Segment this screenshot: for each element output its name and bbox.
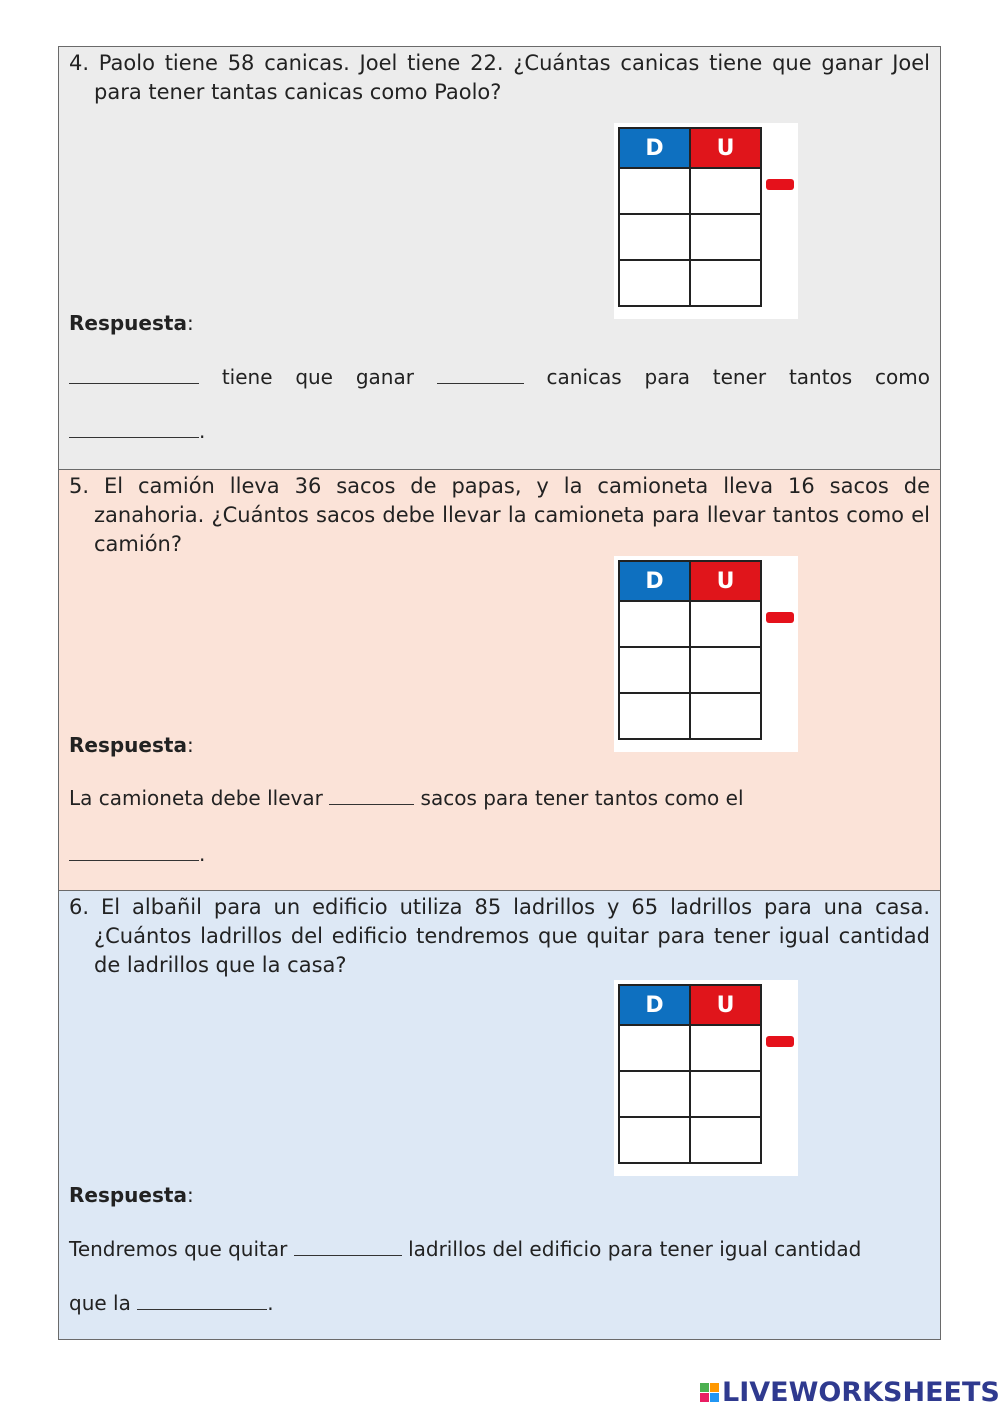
grid-cell[interactable] xyxy=(619,647,690,693)
answer-blank[interactable] xyxy=(137,1291,267,1310)
grid-cell[interactable] xyxy=(690,168,761,214)
word: tener xyxy=(712,365,767,389)
subtraction-grid xyxy=(618,127,762,307)
grid-cell[interactable] xyxy=(619,693,690,739)
grid-cell[interactable] xyxy=(690,1117,761,1163)
answer-sentence-line1: La camioneta debe llevar sacos para tener tantos como el xyxy=(69,786,744,810)
place-value-table xyxy=(614,980,798,1176)
logo-text: LIVEWORKSHEETS xyxy=(722,1376,1000,1408)
question-text: 5. El camión lleva 36 sacos de papas, y la camioneta lleva 16 sacos de zanahoria. ¿Cuántos sacos debe llevar la camioneta para llevar tantos como el camión? xyxy=(69,474,930,556)
units-header: U xyxy=(690,128,761,168)
word: que xyxy=(295,365,333,389)
word: tiene xyxy=(221,365,273,389)
answer-sentence-line2: . xyxy=(69,842,930,866)
minus-sign-icon xyxy=(766,1036,794,1047)
place-value-table xyxy=(614,123,798,319)
units-header: U xyxy=(690,985,761,1025)
word: para xyxy=(644,365,690,389)
problem-5 xyxy=(59,469,940,890)
place-value-table xyxy=(614,556,798,752)
subtraction-grid xyxy=(618,560,762,740)
tens-header: D xyxy=(619,561,690,601)
units-header: U xyxy=(690,561,761,601)
answer-label: Respuesta: xyxy=(69,1183,194,1207)
answer-sentence-line1 xyxy=(69,365,930,389)
grid-cell[interactable] xyxy=(690,214,761,260)
logo-square xyxy=(710,1383,719,1392)
grid-cell[interactable] xyxy=(690,1025,761,1071)
grid-cell[interactable] xyxy=(690,647,761,693)
answer-sentence-line2: que la . xyxy=(69,1291,274,1315)
logo-square xyxy=(700,1383,709,1392)
question-text: 4. Paolo tiene 58 canicas. Joel tiene 22. ¿Cuántas canicas tiene que ganar Joel para tener tantas canicas como Paolo? xyxy=(69,51,930,104)
grid-cell[interactable] xyxy=(619,601,690,647)
answer-label: Respuesta: xyxy=(69,311,194,335)
answer-sentence-line2: . xyxy=(69,419,930,443)
logo-square xyxy=(700,1393,709,1402)
grid-cell[interactable] xyxy=(690,1071,761,1117)
question-text: 6. El albañil para un edificio utiliza 85 ladrillos y 65 ladrillos para una casa. ¿Cuántos ladrillos del edificio tendremos que quitar para tener igual cantidad de ladrillos que la casa? xyxy=(69,895,930,977)
grid-cell[interactable] xyxy=(619,214,690,260)
grid-cell[interactable] xyxy=(619,1025,690,1071)
grid-cell[interactable] xyxy=(619,1071,690,1117)
logo-square xyxy=(710,1393,719,1402)
tens-header: D xyxy=(619,128,690,168)
tens-header: D xyxy=(619,985,690,1025)
problem-6 xyxy=(59,890,940,1339)
grid-cell[interactable] xyxy=(619,1117,690,1163)
answer-blank[interactable] xyxy=(69,842,199,861)
minus-sign-icon xyxy=(766,612,794,623)
word: tantos xyxy=(788,365,853,389)
logo-mark-icon xyxy=(700,1383,719,1402)
grid-cell[interactable] xyxy=(690,260,761,306)
subtraction-grid xyxy=(618,984,762,1164)
minus-sign-icon xyxy=(766,179,794,190)
grid-cell[interactable] xyxy=(619,260,690,306)
answer-label: Respuesta: xyxy=(69,733,194,757)
word: como xyxy=(875,365,930,389)
answer-blank[interactable] xyxy=(69,365,199,384)
worksheet xyxy=(58,46,941,1340)
answer-blank[interactable] xyxy=(294,1237,402,1256)
answer-blank[interactable] xyxy=(69,419,199,438)
answer-blank[interactable] xyxy=(437,365,524,384)
grid-cell[interactable] xyxy=(619,168,690,214)
problem-4 xyxy=(59,47,940,469)
liveworksheets-logo[interactable] xyxy=(700,1376,1000,1408)
grid-cell[interactable] xyxy=(690,693,761,739)
answer-sentence-line1: Tendremos que quitar ladrillos del edificio para tener igual cantidad xyxy=(69,1237,862,1261)
grid-cell[interactable] xyxy=(690,601,761,647)
word: canicas xyxy=(546,365,622,389)
answer-blank[interactable] xyxy=(329,786,414,805)
word: ganar xyxy=(355,365,414,389)
